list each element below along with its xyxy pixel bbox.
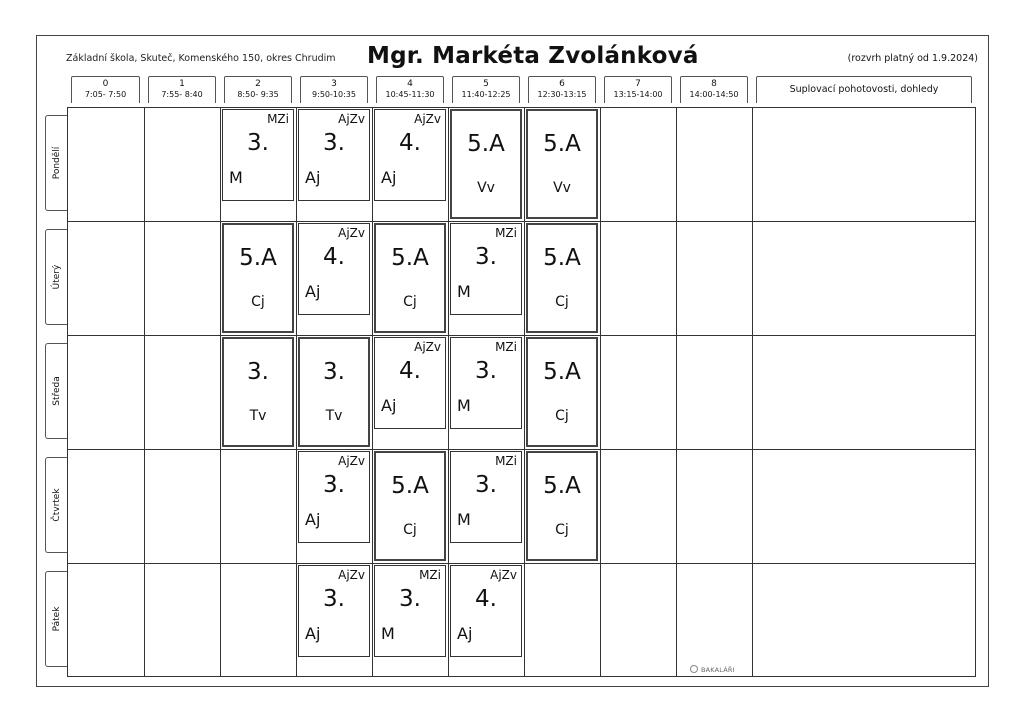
period-number: 2 bbox=[255, 79, 261, 89]
grid-column-line bbox=[372, 107, 373, 677]
lesson-class: 4. bbox=[475, 586, 497, 612]
teacher-name: Mgr. Markéta Zvolánková bbox=[367, 43, 699, 69]
period-time: 7:55- 8:40 bbox=[161, 90, 203, 99]
lesson-subject: Aj bbox=[381, 168, 397, 187]
period-number: 8 bbox=[711, 79, 717, 89]
period-header-7 bbox=[604, 76, 672, 103]
lesson-subject: Vv bbox=[477, 180, 495, 196]
lesson-cell bbox=[374, 565, 446, 657]
lesson-class: 5.A bbox=[543, 245, 581, 271]
lesson-cell bbox=[526, 223, 598, 333]
period-header-6 bbox=[528, 76, 596, 103]
grid-column-line bbox=[600, 107, 601, 677]
lesson-group: AjZv bbox=[338, 226, 365, 240]
lesson-subject: M bbox=[457, 510, 471, 529]
lesson-subject: Aj bbox=[305, 510, 321, 529]
lesson-subject: Cj bbox=[555, 408, 569, 424]
period-header-1 bbox=[148, 76, 216, 103]
grid-column-line bbox=[524, 107, 525, 677]
lesson-group: MZi bbox=[419, 568, 441, 582]
lesson-cell bbox=[374, 451, 446, 561]
lesson-class: 4. bbox=[323, 244, 345, 270]
lesson-class: 5.A bbox=[543, 473, 581, 499]
period-number: 4 bbox=[407, 79, 413, 89]
lesson-subject: Aj bbox=[457, 624, 473, 643]
day-tab-1 bbox=[45, 115, 67, 211]
lesson-subject: Aj bbox=[381, 396, 397, 415]
lesson-class: 4. bbox=[399, 130, 421, 156]
grid-column-line bbox=[752, 107, 753, 677]
period-number: 6 bbox=[559, 79, 565, 89]
lesson-cell bbox=[298, 565, 370, 657]
bakalari-logo bbox=[690, 665, 735, 674]
period-time: 7:05- 7:50 bbox=[84, 90, 127, 99]
period-time: 13:15-14:00 bbox=[613, 90, 663, 99]
day-label: Pátek bbox=[51, 606, 62, 632]
lesson-class: 3. bbox=[323, 586, 345, 612]
validity-note: (rozvrh platný od 1.9.2024) bbox=[847, 53, 978, 64]
lesson-group: MZi bbox=[495, 454, 517, 468]
lesson-cell bbox=[298, 223, 370, 315]
period-time: 9:50-10:35 bbox=[312, 90, 356, 99]
period-number: 1 bbox=[179, 79, 185, 89]
lesson-cell bbox=[526, 109, 598, 219]
period-time: 11:40-12:25 bbox=[461, 90, 511, 99]
lesson-subject: M bbox=[381, 624, 395, 643]
lesson-subject: Cj bbox=[555, 294, 569, 310]
lesson-group: MZi bbox=[495, 226, 517, 240]
lesson-group: AjZv bbox=[490, 568, 517, 582]
grid-row-line bbox=[67, 335, 976, 336]
grid-column-line bbox=[220, 107, 221, 677]
extra-column-header: Suplovací pohotovosti, dohledy bbox=[756, 76, 972, 103]
lesson-class: 3. bbox=[323, 359, 345, 385]
lesson-subject: M bbox=[457, 396, 471, 415]
day-label: Pondělí bbox=[51, 146, 62, 180]
lesson-class: 5.A bbox=[239, 245, 277, 271]
lesson-group: AjZv bbox=[338, 112, 365, 126]
lesson-cell bbox=[526, 337, 598, 447]
lesson-cell bbox=[222, 109, 294, 201]
period-number: 0 bbox=[102, 79, 109, 89]
lesson-class: 3. bbox=[323, 472, 345, 498]
lesson-group: AjZv bbox=[414, 340, 441, 354]
lesson-class: 3. bbox=[475, 358, 497, 384]
lesson-group: MZi bbox=[495, 340, 517, 354]
lesson-class: 5.A bbox=[391, 245, 429, 271]
grid-row-line bbox=[67, 563, 976, 564]
day-label: Úterý bbox=[51, 264, 62, 290]
day-tab-5 bbox=[45, 571, 67, 667]
lesson-cell bbox=[526, 451, 598, 561]
lesson-subject: Cj bbox=[555, 522, 569, 538]
period-number: 3 bbox=[331, 79, 337, 89]
lesson-cell bbox=[374, 223, 446, 333]
lesson-class: 3. bbox=[399, 586, 421, 612]
day-tab-3 bbox=[45, 343, 67, 439]
lesson-class: 5.A bbox=[543, 131, 581, 157]
lesson-class: 5.A bbox=[391, 473, 429, 499]
lesson-subject: M bbox=[457, 282, 471, 301]
lesson-class: 4. bbox=[399, 358, 421, 384]
lesson-cell bbox=[450, 451, 522, 543]
period-header-3 bbox=[300, 76, 368, 103]
period-header-2 bbox=[224, 76, 292, 103]
logo-label: BAKALÁŘI bbox=[701, 666, 735, 674]
lesson-subject: Cj bbox=[403, 522, 417, 538]
lesson-class: 3. bbox=[247, 359, 269, 385]
period-number: 7 bbox=[635, 79, 641, 89]
lesson-class: 3. bbox=[475, 244, 497, 270]
school-name: Základní škola, Skuteč, Komenského 150, okres Chrudim bbox=[66, 53, 336, 64]
lesson-cell bbox=[374, 109, 446, 201]
lesson-group: AjZv bbox=[338, 568, 365, 582]
lesson-cell bbox=[450, 109, 522, 219]
period-header-0 bbox=[71, 76, 140, 103]
lesson-cell bbox=[450, 337, 522, 429]
grid-row-line bbox=[67, 449, 976, 450]
grid-column-line bbox=[144, 107, 145, 677]
lesson-class: 5.A bbox=[543, 359, 581, 385]
period-header-8 bbox=[680, 76, 748, 103]
lesson-class: 3. bbox=[247, 130, 269, 156]
lesson-group: AjZv bbox=[338, 454, 365, 468]
period-number: 5 bbox=[483, 79, 489, 89]
lesson-subject: Aj bbox=[305, 282, 321, 301]
lesson-cell bbox=[450, 223, 522, 315]
grid-column-line bbox=[448, 107, 449, 677]
day-label: Středa bbox=[51, 376, 62, 406]
lesson-class: 5.A bbox=[467, 131, 505, 157]
day-tab-2 bbox=[45, 229, 67, 325]
lesson-cell bbox=[298, 109, 370, 201]
grid-row-line bbox=[67, 221, 976, 222]
lesson-subject: Cj bbox=[403, 294, 417, 310]
lesson-group: MZi bbox=[267, 112, 289, 126]
day-tab-4 bbox=[45, 457, 67, 553]
lesson-subject: Aj bbox=[305, 168, 321, 187]
lesson-subject: Tv bbox=[249, 408, 267, 424]
lesson-cell bbox=[222, 223, 294, 333]
lesson-cell bbox=[374, 337, 446, 429]
bakalari-icon bbox=[690, 665, 698, 673]
grid-column-line bbox=[296, 107, 297, 677]
lesson-group: AjZv bbox=[414, 112, 441, 126]
lesson-subject: Tv bbox=[325, 408, 343, 424]
period-header-5 bbox=[452, 76, 520, 103]
period-header-4 bbox=[376, 76, 444, 103]
lesson-class: 3. bbox=[475, 472, 497, 498]
lesson-class: 3. bbox=[323, 130, 345, 156]
day-label: Čtvrtek bbox=[51, 488, 62, 522]
lesson-cell bbox=[298, 451, 370, 543]
grid-column-line bbox=[676, 107, 677, 677]
period-time: 10:45-11:30 bbox=[385, 90, 435, 99]
lesson-subject: M bbox=[229, 168, 243, 187]
lesson-subject: Vv bbox=[553, 180, 571, 196]
period-time: 8:50- 9:35 bbox=[237, 90, 279, 99]
lesson-cell bbox=[298, 337, 370, 447]
lesson-cell bbox=[222, 337, 294, 447]
lesson-subject: Cj bbox=[251, 294, 265, 310]
lesson-subject: Aj bbox=[305, 624, 321, 643]
period-time: 12:30-13:15 bbox=[537, 90, 587, 99]
lesson-cell bbox=[450, 565, 522, 657]
period-time: 14:00-14:50 bbox=[689, 90, 739, 99]
